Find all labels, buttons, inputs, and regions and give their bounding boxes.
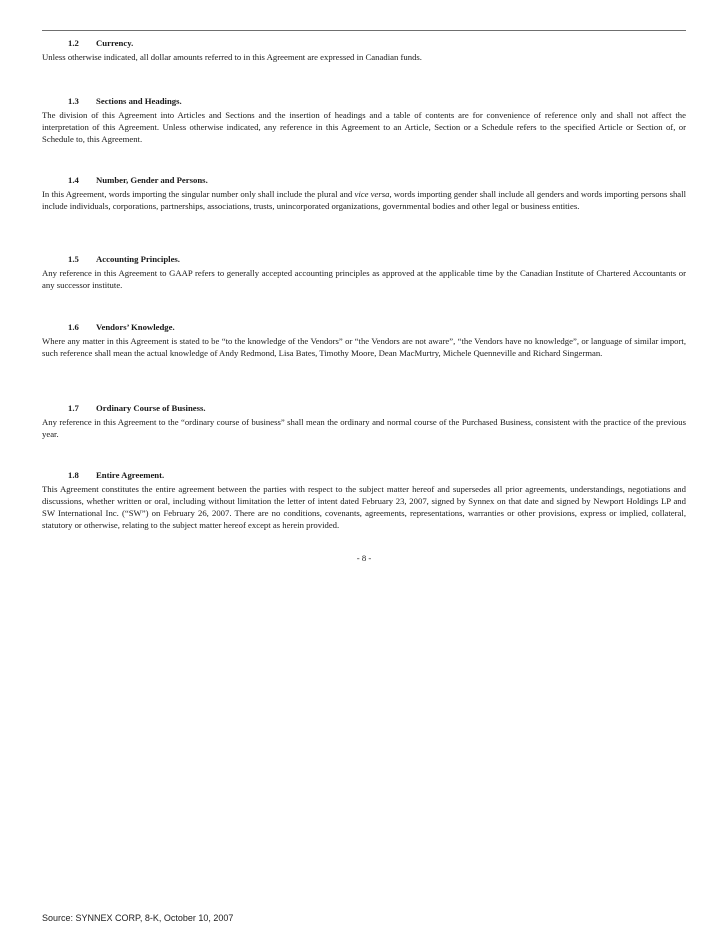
section-paragraph: Unless otherwise indicated, all dollar amounts referred to in this Agreement are expressed in Canadian funds. <box>42 52 422 62</box>
section-title: Sections and Headings. <box>96 96 182 106</box>
section-1-3 <box>42 95 686 146</box>
page-number: - 8 - <box>356 553 372 563</box>
section-1-2 <box>42 37 686 64</box>
section-paragraph: Any reference in this Agreement to GAAP refers to generally accepted accounting principles as approved at the applicable time by the Canadian Institute of Chartered Accountants or any successor institute. <box>42 268 686 290</box>
paragraph-text: , words importing gender shall include all genders and words importing persons shall include individuals, corporations, partnerships, associations, trusts, unincorporated organizations, governmental bodies and other legal or business entities. <box>42 189 686 211</box>
section-heading <box>42 95 686 107</box>
section-1-5 <box>42 253 686 292</box>
section-number: 1.4 <box>68 175 79 185</box>
section-heading <box>42 469 686 481</box>
section-title: Currency. <box>96 38 134 48</box>
section-1-6 <box>42 321 686 360</box>
section-paragraph: This Agreement constitutes the entire agreement between the parties with respect to the subject matter hereof and supersedes all prior agreements, understandings, negotiations and discussions, whether written or oral, including without limitation the letter of intent dated February 23, 2007, signed by Synnex on that date and signed by Newport Holdings LP and SW International Inc. (“SW”) on February 26, 2007. There are no conditions, covenants, agreements, representations, warranties or other provisions, express or implied, collateral, statutory or otherwise, relating to the subject matter hereof except as herein provided. <box>42 484 686 530</box>
section-paragraph: Any reference in this Agreement to the “ordinary course of business” shall mean the ordinary and normal course of the Purchased Business, consistent with the practice of the previous year. <box>42 417 686 439</box>
section-paragraph: The division of this Agreement into Articles and Sections and the insertion of headings and a table of contents are for convenience of reference only and shall not affect the interpretation of this Agreement. Unless otherwise indicated, any reference in this Agreement to an Article, Section or a Schedule refers to the specified Article or Section of, or Schedule to, this Agreement. <box>42 110 686 144</box>
section-heading <box>42 174 686 186</box>
section-title: Number, Gender and Persons. <box>96 175 208 185</box>
section-title: Entire Agreement. <box>96 470 165 480</box>
section-1-4 <box>42 174 686 213</box>
section-heading <box>42 402 686 414</box>
italic-term: vice versa <box>354 189 390 199</box>
section-1-8 <box>42 469 686 532</box>
section-title: Vendors’ Knowledge. <box>96 322 175 332</box>
section-number: 1.5 <box>68 254 79 264</box>
section-heading <box>42 321 686 333</box>
source-footer: Source: SYNNEX CORP, 8-K, October 10, 2007 <box>42 913 234 923</box>
section-paragraph <box>42 189 686 213</box>
section-number: 1.6 <box>68 322 79 332</box>
section-paragraph: Where any matter in this Agreement is stated to be “to the knowledge of the Vendors” or “the Vendors are not aware”, “the Vendors have no knowledge”, or language of similar import, such reference shall mean the actual knowledge of Andy Redmond, Lisa Bates, Timothy Moore, Dean MacMurtry, Michele Quenneville and Richard Singerman. <box>42 336 686 358</box>
section-title: Accounting Principles. <box>96 254 180 264</box>
section-heading <box>42 253 686 265</box>
section-number: 1.7 <box>68 403 79 413</box>
section-number: 1.3 <box>68 96 79 106</box>
top-rule <box>42 30 686 31</box>
section-1-7 <box>42 402 686 441</box>
section-number: 1.8 <box>68 470 79 480</box>
section-number: 1.2 <box>68 38 79 48</box>
paragraph-text: In this Agreement, words importing the singular number only shall include the plural and <box>42 189 355 199</box>
section-title: Ordinary Course of Business. <box>96 403 206 413</box>
section-heading <box>42 37 686 49</box>
